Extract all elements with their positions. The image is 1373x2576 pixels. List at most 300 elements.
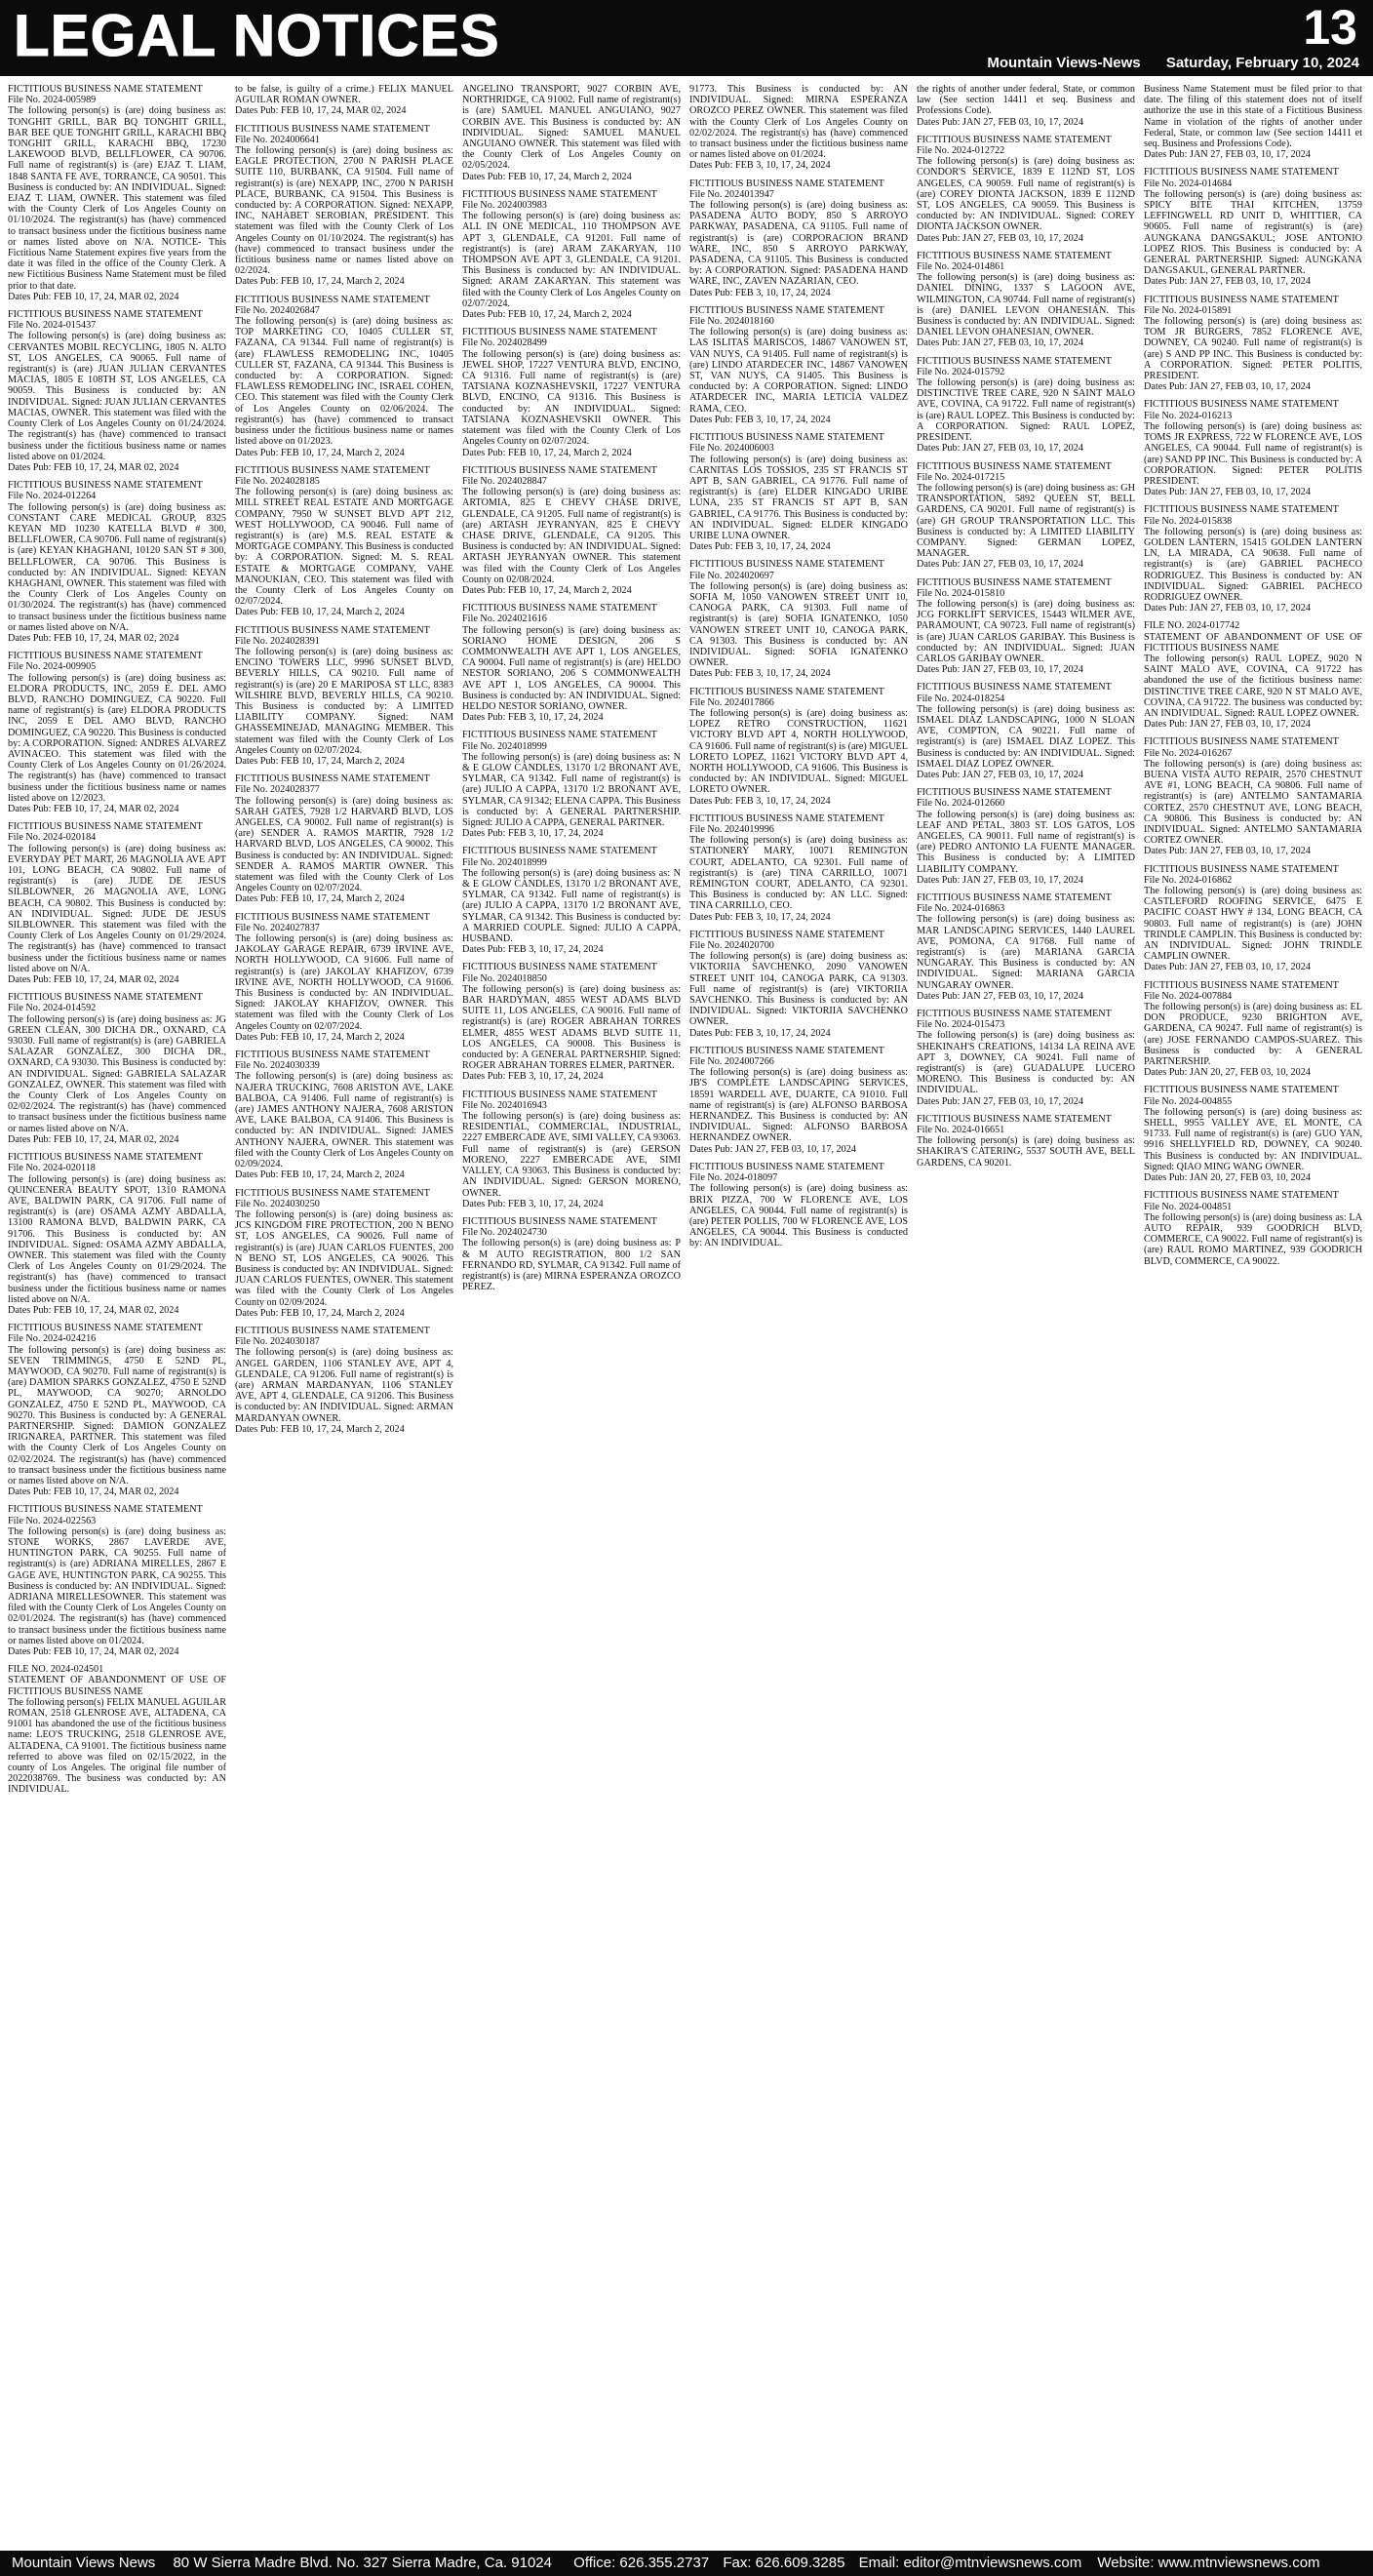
notice-pub-dates: Dates Pub: FEB 3, 10, 17, 24, 2024 bbox=[689, 287, 831, 298]
legal-notice bbox=[689, 1046, 908, 1155]
notice-title: FICTITIOUS BUSINESS NAME STATEMENT bbox=[1144, 167, 1339, 178]
notice-body: The following person(s) is (are) doing business as: JCS KINGDOM FIRE PROTECTION, 200 N BENO ST, LOS ANGELES, CA 90026. Full name of registrant(s) is (are) JUAN CARLOS FUENTES, 200 N BENO ST, LOS ANGELES, CA 90026. This Business is conducted by: AN INDIVIDUAL. Signed: JUAN CARLOS FUENTES, OWNER. This statement was filed with the County Clerk of Los Angeles County on 02/09/2024. bbox=[235, 1209, 453, 1308]
notice-file-number: File No. 2024-018254 bbox=[917, 693, 1005, 704]
notice-file-number: File No. 2024018160 bbox=[689, 316, 774, 328]
notice-file-number: File No. 2024017866 bbox=[689, 696, 774, 708]
notice-body: The following person(s) is (are) doing business as: JCG FORKLIFT SERVICES, 15443 WILMER AVE, PARAMOUNT, CA 90723. Full name of registrant(s) is (are) JUAN CARLOS GARIBAY. This Business is conducted by: AN INDIVIDUAL. Signed: JUAN CARLOS GARIBAY OWNER. bbox=[917, 598, 1135, 664]
legal-notice bbox=[462, 84, 681, 182]
legal-notice bbox=[917, 135, 1135, 244]
notice-pub-dates: Dates Pub: FEB 10, 17, 24, March 2, 2024 bbox=[235, 447, 405, 458]
legal-notice bbox=[235, 773, 453, 904]
notice-pub-dates: Dates Pub: FEB 10, 17, 24, MAR 02, 2024 bbox=[8, 1133, 179, 1145]
legal-notice bbox=[462, 962, 681, 1082]
notice-file-number: File No. 2024-012264 bbox=[8, 491, 97, 502]
legal-notice bbox=[462, 603, 681, 723]
notice-pub-dates: Dates Pub: FEB 10, 17, 24, MAR 02, 2024 bbox=[8, 1304, 179, 1316]
notice-title: FICTITIOUS BUSINESS NAME STATEMENT bbox=[917, 460, 1112, 472]
notice-file-number: File No. 2024028499 bbox=[462, 337, 547, 349]
notice-title: FICTITIOUS BUSINESS NAME STATEMENT bbox=[689, 812, 884, 824]
legal-notice bbox=[8, 651, 226, 814]
notice-body: to be false, is guilty of a crime.) FELIX MANUEL AGUILAR ROMAN OWNER. bbox=[235, 84, 453, 106]
notice-pub-dates: Dates Pub: FEB 3, 10, 17, 24, 2024 bbox=[462, 828, 604, 840]
notice-file-number: File No. 2024013947 bbox=[689, 188, 774, 200]
legal-notice bbox=[8, 992, 226, 1145]
notice-pub-dates: Dates Pub: JAN 27, FEB 03, 10, 17, 2024 bbox=[1144, 846, 1311, 857]
notice-file-number: File No. 2024-004855 bbox=[1144, 1095, 1233, 1107]
notice-title: FICTITIOUS BUSINESS NAME STATEMENT bbox=[462, 962, 657, 973]
notice-body: The following person(s) is (are) doing business as: CONSTANT CARE MEDICAL GROUP, 8325 KEYAN MD 10230 KATELLA BLVD # 300, BELLFLOWER, CA 90706. Full name of registrant(s) is (are) KEYAN KHAGHANI, 10120 SAN ST # 300, BELLFLOWER, CA 90706. This Business is conducted by: AN INDIVIDUAL. Signed: KEYAN KHAGHANI, OWNER. This statement was filed with the County Clerk of Los Angeles County on 01/30/2024. The registrant(s) has (have) commenced to transact business under the fictitious business name or names listed above on N/A. bbox=[8, 501, 226, 633]
legal-notice bbox=[235, 124, 453, 288]
legal-notice bbox=[235, 625, 453, 768]
notice-title: FICTITIOUS BUSINESS NAME STATEMENT bbox=[8, 1152, 203, 1164]
notice-body: The following person(s) is (are) doing business as: ENCINO TOWERS LLC, 9996 SUNSET BLVD, BEVERLY HILLS, CA 90210. Full name of registrant(s) is (are) 20 E MARIPOSA ST LLC, 8383 WILSHIRE BLVD, BEVERLY HILLS, CA 90210. This Business is conducted by: A LIMITED LIABILITY COMPANY. Signed: NAM GHASSEMINEJAD, MANAGING MEMBER. This statement was filed with the County Clerk of Los Angeles County on 02/07/2024. bbox=[235, 646, 453, 756]
notice-file-number: File No. 2024-014592 bbox=[8, 1003, 97, 1014]
notice-pub-dates: Dates Pub: FEB 3, 10, 17, 24, 2024 bbox=[689, 160, 831, 172]
notice-file-number: File No. 2024018850 bbox=[462, 972, 547, 984]
legal-notice bbox=[689, 178, 908, 298]
notice-title: FICTITIOUS BUSINESS NAME STATEMENT bbox=[8, 480, 203, 492]
notice-file-number: File No. 2024016943 bbox=[462, 1099, 547, 1111]
issue-date: Saturday, February 10, 2024 bbox=[1165, 55, 1359, 71]
notice-title: FICTITIOUS BUSINESS NAME STATEMENT bbox=[1144, 1190, 1339, 1202]
notice-pub-dates: Dates Pub: JAN 27, FEB 03, 10, 17, 2024 bbox=[917, 1095, 1083, 1107]
notice-title: FICTITIOUS BUSINESS NAME STATEMENT bbox=[462, 603, 657, 614]
notice-title: FICTITIOUS BUSINESS NAME STATEMENT bbox=[917, 892, 1112, 904]
notice-title: FICTITIOUS BUSINESS NAME STATEMENT bbox=[689, 432, 884, 444]
notice-body: The following person(s) is (are) doing business as: STONE WORKS, 2867 LAVERDE AVE, HUNTINGTON PARK, CA 90255. Full name of registrant(s) is (are) ADRIANA MIRELLES, 2867 E GAGE AVE, HUNTINGTON PARK, CA 90255. This Business is conducted by: AN INDIVIDUAL. Signed: ADRIANA MIRELLESOWNER. This statement was filed with the County Clerk of Los Angeles County on 02/01/2024. The registrant(s) has (have) commenced to transact business under the fictitious business name or names listed above on 01/2024. bbox=[8, 1526, 226, 1646]
notice-title: FICTITIOUS BUSINESS NAME STATEMENT bbox=[689, 304, 884, 316]
legal-notice bbox=[462, 846, 681, 955]
legal-notice bbox=[8, 1152, 226, 1316]
page-number: 13 bbox=[1303, 0, 1357, 55]
notice-body: The following person(s) is (are) doing business as: TOM JR BURGERS, 7852 FLORENCE AVE, DOWNEY, CA 90240. Full name of registrant(s) is (are) S AND PP INC. This Business is conducted by: A CORPORATION. Signed: PETER POLITIS, PRESIDENT. bbox=[1144, 316, 1362, 382]
notice-file-number: File No. 2024020697 bbox=[689, 570, 774, 581]
notice-title: FICTITIOUS BUSINESS NAME STATEMENT bbox=[235, 294, 430, 305]
notice-pub-dates: Dates Pub: JAN 27, FEB 03, 10, 17, 2024 bbox=[917, 116, 1083, 128]
notice-body: The following person(s) is (are) doing business as: TONGHIT GRILL, BAR BQ TONGHIT GRILL, BAR BEE QUE TONGHIT GRILL, KARACHI BBQ TONGHIT GRILL, KARACHI BBQ, 17230 LAKEWOOD BLVD, BELLFLOWER, CA 90706. Full name of registrant(s) is (are) EJAZ T. LIAM, 1848 SANTA FE AVE, TORRANCE, CA 90501. This Business is conducted by: AN INDIVIDUAL. Signed: EJAZ T. LIAM, OWNER. This statement was filed with the County Clerk of Los Angeles County on 01/10/2024. The registrant(s) has (have) commenced to transact business under the fictitious business name or names listed above on N/A. NOTICE- This Fictitious Name Statement expires five years from the date it was filed in the office of the County Clerk. A new Fictitious Business Name Statement must be filed prior to that date. bbox=[8, 105, 226, 292]
notice-body: The following person(s) is (are) doing business as: DANIEL DINING, 1337 S LAGOON AVE, WILMINGTON, CA 90744. Full name of registrant(s) is (are) DANIEL LEVON OHANESIAN. This Business is conducted by: AN INDIVIDUAL. Signed: DANIEL LEVON OHANESIAN, OWNER. bbox=[917, 272, 1135, 338]
notice-file-number: File No. 2024030187 bbox=[235, 1336, 320, 1348]
notice-pub-dates: Dates Pub: FEB 3, 10, 17, 24, 2024 bbox=[689, 911, 831, 923]
legal-notice bbox=[462, 465, 681, 596]
notice-body: The following person(s) is (are) doing business as: LEAF AND PETAL, 3803 ST. LOS GATOS, LOS ANGELES, CA 90011. Full name of registrant(s) is (are) PEDRO ANTONIO LA FUENTE MANAGER. This Business is conducted by: A LIMITED LIABILITY COMPANY. bbox=[917, 809, 1135, 875]
notice-body: Business Name Statement must be filed prior to that date. The filing of this statement does not of itself authorize the use in this state of a Fictitious Business Name in violation of the rights of another under Federal, State, or common law (See section 14411 et seq. Business and Professions Code). bbox=[1144, 84, 1362, 150]
notice-file-number: File No. 2024018999 bbox=[462, 856, 547, 868]
notice-body: The following person(s) is (are) doing business as: SHELL, 9955 VALLEY AVE, EL MONTE, CA 91733. Full name of registrant(s) is (are) GUO YAN, 9916 SHELLYFIELD RD, DOWNEY, CA 90240. This Business is conducted by: AN INDIVIDUAL. Signed: QIAO MING WANG OWNER. bbox=[1144, 1106, 1362, 1172]
legal-notice bbox=[689, 813, 908, 923]
notice-file-number: File No. 2024-015838 bbox=[1144, 515, 1233, 527]
notice-title: FICTITIOUS BUSINESS NAME STATEMENT bbox=[235, 1187, 430, 1199]
legal-notice bbox=[917, 1009, 1135, 1107]
notice-title: FICTITIOUS BUSINESS NAME STATEMENT bbox=[235, 464, 430, 476]
legal-notice bbox=[462, 1090, 681, 1209]
notice-pub-dates: Dates Pub: FEB 10, 17, 24, March 2, 2024 bbox=[235, 1423, 405, 1435]
notice-file-number: File No. 2024-015437 bbox=[8, 320, 97, 332]
notice-body: The following person(s) is (are) doing business as: EVERYDAY PET MART, 26 MAGNOLIA AVE APT 101, LONG BEACH, CA 90802. Full name of registrant(s) is (are) JUDE DE JESUS SILBLOWNER, 26 MAGNOLIA AVE, LONG BEACH, CA 90802. This Business is conducted by: AN INDIVIDUAL. Signed: JUDE DE JESUS SILBLOWNER. This statement was filed with the County Clerk of Los Angeles County on 01/29/2024. The registrant(s) has (have) commenced to transact business under the fictitious business name or names listed above on N/A. bbox=[8, 843, 226, 974]
legal-notice bbox=[689, 432, 908, 552]
notice-file-number: File No. 2024-016862 bbox=[1144, 874, 1233, 886]
notice-pub-dates: Dates Pub: FEB 10, 17, 24, March 2, 2024 bbox=[462, 309, 632, 321]
notice-pub-dates: Dates Pub: JAN 27, FEB 03, 10, 17, 2024 bbox=[1144, 719, 1311, 731]
footer-website[interactable]: Website: www.mtnviewsnews.com bbox=[1097, 2555, 1320, 2571]
notice-title: FICTITIOUS BUSINESS NAME STATEMENT bbox=[1144, 979, 1339, 991]
dateline bbox=[987, 55, 1359, 71]
notice-file-number: File No. 2024-004851 bbox=[1144, 1201, 1233, 1212]
notice-file-number: File No. 2024-014861 bbox=[917, 261, 1005, 273]
notice-body: The following person(s) is (are) doing business as: ALL IN ONE MEDICAL, 110 THOMPSON AVE APT 3, GLENDALE, CA 91201. Full name of registrant(s) is (are) ARAM ZAKARYAN, 110 THOMPSON AVE APT 3, GLENDALE, CA 91201. This Business is conducted by: AN INDIVIDUAL. Signed: ARAM ZAKARYAN. This statement was filed with the County Clerk of Los Angeles County on 02/07/2024. bbox=[462, 211, 681, 309]
legal-notice bbox=[235, 1050, 453, 1180]
notice-pub-dates: Dates Pub: FEB 10, 17, 24, MAR 02, 2024 bbox=[8, 804, 179, 814]
notice-title: FICTITIOUS BUSINESS NAME STATEMENT bbox=[462, 1215, 657, 1227]
notice-file-number: File No. 2024028185 bbox=[235, 475, 320, 487]
notice-body: The following person(s) is (are) doing business as: CONDOR'S SERVICE, 1839 E 112ND ST, LOS ANGELES, CA 90059. Full name of registrant(s) is (are) COREY DIONTA JACKSON, 1839 E 112ND ST, LOS ANGELES, CA 90059. This Business is conducted by: AN INDIVIDUAL. Signed: COREY DIONTA JACKSON OWNER. bbox=[917, 156, 1135, 233]
legal-notice bbox=[1144, 167, 1362, 287]
notice-title: FICTITIOUS BUSINESS NAME STATEMENT bbox=[917, 787, 1112, 799]
notice-title: FICTITIOUS BUSINESS NAME STATEMENT bbox=[8, 309, 203, 321]
notice-body: The following person(s) is (are) doing business as: MILL STREET REAL ESTATE AND MORTGAGE COMPANY, 7950 W SUNSET BLVD APT 212, WEST HOLLYWOOD, CA 90046. Full name of registrant(s) is (are) M.S. REAL ESTATE & MORTGAGE COMPANY. This Business is conducted by: A CORPORATION. Signed: M. S. REAL ESTATE & MORTGAGE COMPANY, VAHE MANOUKIAN, CEO. This statement was filed with the County Clerk of Los Angeles County on 02/07/2024. bbox=[235, 487, 453, 608]
notice-pub-dates: Dates Pub: JAN 27, FEB 03, 10, 17, 2024 bbox=[917, 664, 1083, 676]
notice-body: The following person(s) is (are) doing business as: N & E GLOW CANDLES, 13170 1/2 BRONANT AVE, SYLMAR, CA 91342. Full name of registrant(s) is (are) JULIO A CAPPA, 13170 1/2 BRONANT AVE, SYLMAR, CA 91342; ELENA CAPPA. This Business is conducted by: A GENERAL PARTNERSHIP. Signed: JULIO A CAPPA, GENERAL PARTNER. bbox=[462, 751, 681, 828]
notice-file-number: File No. 2024028847 bbox=[462, 475, 547, 487]
notice-body: The following person(s) is (are) doing business as: BUENA VISTA AUTO REPAIR, 2570 CHESTNUT AVE #1, LONG BEACH, CA 90806. Full name of registrant(s) is (are) ANTELMO SANTAMARIA CORTEZ, 2570 CHESTNUT AVE, LONG BEACH, CA 90806. This Business is conducted by: AN INDIVIDUAL. Signed: ANTELMO SANTAMARIA CORTEZ OWNER. bbox=[1144, 758, 1362, 847]
notice-title: FICTITIOUS BUSINESS NAME STATEMENT bbox=[235, 123, 430, 135]
notice-body: The following person(s) is (are) doing business as: CARNITAS LOS TOSSIOS, 235 ST FRANCIS ST APT B, SAN GABRIEL, CA 91776. Full name of registrant(s) is (are) ELDER KINGADO URIBE LUNA, 235 ST FRANCIS ST APT B, SAN GABRIEL, CA 91776. This Business is conducted by: AN INDIVIDUAL. Signed: ELDER KINGADO URIBE LUNA OWNER. bbox=[689, 454, 908, 541]
notice-pub-dates: Dates Pub: FEB 3, 10, 17, 24, 2024 bbox=[689, 414, 831, 425]
notice-pub-dates: Dates Pub: FEB 10, 17, 24, March 2, 2024 bbox=[462, 447, 632, 458]
notice-file-number: File No. 2024-016267 bbox=[1144, 747, 1233, 759]
notice-title: FICTITIOUS BUSINESS NAME STATEMENT bbox=[8, 1323, 203, 1334]
notice-body: The following person(s) is (are) doing business as: VIKTORIIA SAVCHENKO, 2090 VANOWEN STREET UNIT 104, CANOGA PARK, CA 91303. Full name of registrant(s) is (are) VIKTORIIA SAVCHENKO. This Business is conducted by: AN INDIVIDUAL. Signed: VIKTORIIA SAVCHENKO OWNER. bbox=[689, 951, 908, 1028]
legal-notice bbox=[8, 1504, 226, 1657]
notice-file-number: File No. 2024003983 bbox=[462, 200, 547, 212]
notice-title: FICTITIOUS BUSINESS NAME STATEMENT bbox=[917, 134, 1112, 145]
notice-body: The following person(s) is (are) doing business as: LAS ISLITAS MARISCOS, 14867 VANOWEN ST, VAN NUYS, CA 91405. Full name of registrant(s) is (are) LINDO ATARDECER INC, 14867 VANOWEN ST, VAN NUYS, CA 91405. This Business is conducted by: A CORPORATION. Signed: LINDO ATARDECER INC, MARIA LETICIA VALDEZ RAMA, CEO. bbox=[689, 327, 908, 415]
notice-file-number: File No. 2024-016213 bbox=[1144, 410, 1233, 421]
notice-pub-dates: Dates Pub: JAN 20, 27, FEB 03, 10, 2024 bbox=[1144, 1172, 1311, 1184]
notice-title: FICTITIOUS BUSINESS NAME STATEMENT bbox=[462, 846, 657, 857]
legal-notice bbox=[917, 84, 1135, 128]
notice-file-number: File No. 2024-015810 bbox=[917, 587, 1005, 599]
notice-pub-dates: Dates Pub: FEB 10, 17, 24, March 2, 2024 bbox=[235, 276, 405, 288]
notice-title: FILE NO. 2024-024501 bbox=[8, 1664, 104, 1676]
notice-pub-dates: Dates Pub: JAN 27, FEB 03, 10, 17, 2024 bbox=[917, 232, 1083, 244]
notice-pub-dates: Dates Pub: FEB 3, 10, 17, 24, 2024 bbox=[689, 668, 831, 680]
legal-notice bbox=[235, 1188, 453, 1319]
column-1 bbox=[8, 84, 226, 2542]
legal-notice bbox=[8, 480, 226, 644]
notice-columns bbox=[8, 84, 1365, 2542]
notice-file-number: File No. 2024-015792 bbox=[917, 366, 1005, 377]
notice-body: The following person(s) is (are) doing business as: QUINCENERA BEAUTY SPOT, 1310 RAMONA AVE, BALDWIN PARK, CA 91706. Full name of registrant(s) is (are) OSAMA AZMY ABDALLA, 13100 RAMONA BLVD, BALDWIN PARK, CA 91706. This Business is conducted by: AN INDIVIDUAL. Signed: OSAMA AZMY ABDALLA, OWNER. This statement was filed with the County Clerk of Los Angeles County on 01/29/2024. The registrant(s) has (have) commenced to transact business under the fictitious business name or names listed above on N/A. bbox=[8, 1173, 226, 1305]
notice-body: The following person(s) is (are) doing business as: JG GREEN CLEAN, 300 DICHA DR., OXNARD, CA 93030. Full name of registrant(s) is (are) GABRIELA SALAZAR GONZALEZ, 300 DICHA DR., OXNARD, CA 93030. This Business is conducted by: AN INDIVIDUAL. Signed: GABRIELA SALAZAR GONZALEZ, OWNER. This statement was filed with the County Clerk of Los Angeles County on 02/02/2024. The registrant(s) has (have) commenced to transact business under the fictitious business name or names listed above on N/A. bbox=[8, 1013, 226, 1134]
legal-notice bbox=[689, 305, 908, 425]
legal-notice bbox=[235, 84, 453, 117]
notice-body: The following person(s) is (are) doing business as: PASADENA AUTO BODY, 850 S ARROYO PARKWAY, PASADENA, CA 91105. Full name of registrant(s) is (are) CORPORACION BRAND WARE, INC, 850 S ARROYO PARKWAY, PASADENA, CA 91105. This Business is conducted by: A CORPORATION. Signed: PASADENA HAND WARE, INC, ZAVEN NAZARIAN, CEO. bbox=[689, 200, 908, 288]
notice-body: The following person(s) is (are) doing business as: EAGLE PROTECTION, 2700 N PARISH PLACE SUITE 110, BURBANK, CA 91504. Full name of registrant(s) is (are) NEXAPP, INC, 2700 N PARISH PLACE, BURBANK, CA 91504. This Business is conducted by: A CORPORATION. Signed: NEXAPP, INC, NAHABET SEROBIAN, PRESIDENT. This statement was filed with the County Clerk of Los Angeles County on 01/10/2024. The registrant(s) has (have) commenced to transact business under the fictitious business name or names listed above on 02/2024. bbox=[235, 145, 453, 277]
notice-title: FICTITIOUS BUSINESS NAME STATEMENT bbox=[1144, 294, 1339, 305]
notice-pub-dates: Dates Pub: JAN 27, FEB 03, 10, 17, 2024 bbox=[917, 559, 1083, 571]
footer-phone: Office: 626.355.2737 bbox=[573, 2555, 710, 2571]
legal-notice bbox=[462, 189, 681, 320]
legal-notice bbox=[1144, 1085, 1362, 1183]
notice-title: FICTITIOUS BUSINESS NAME STATEMENT bbox=[1144, 399, 1339, 411]
notice-pub-dates: Dates Pub: FEB 3, 10, 17, 24, 2024 bbox=[689, 541, 831, 553]
legal-notice bbox=[235, 465, 453, 618]
legal-notice bbox=[1144, 399, 1362, 497]
legal-notice bbox=[917, 892, 1135, 1002]
notice-title: FICTITIOUS BUSINESS NAME STATEMENT bbox=[462, 730, 657, 741]
legal-notice bbox=[1144, 736, 1362, 856]
legal-notice bbox=[462, 327, 681, 457]
notice-pub-dates: Dates Pub: JAN 27, FEB 03, 10, 17, 2024 bbox=[1144, 962, 1311, 973]
notice-title: FICTITIOUS BUSINESS NAME STATEMENT bbox=[462, 1089, 657, 1100]
notice-file-number: File No. 2024-014684 bbox=[1144, 178, 1233, 189]
notice-pub-dates: Dates Pub: FEB 3, 10, 17, 24, 2024 bbox=[462, 712, 604, 724]
notice-file-number: File No. 2024020700 bbox=[689, 940, 774, 952]
notice-title: FICTITIOUS BUSINESS NAME STATEMENT bbox=[8, 1504, 203, 1516]
legal-notice bbox=[689, 84, 908, 172]
notice-file-number: File No. 2024-015891 bbox=[1144, 304, 1233, 316]
legal-notice bbox=[1144, 864, 1362, 973]
notice-body: The following person(s) is (are) doing business as: SEVEN TRIMMINGS, 4750 E 52ND PL, MAYWOOD, CA 90270. Full name of registrant(s) is (are) DAMION SPARKS GONZALEZ, 4750 E 52ND PL, MAYWOOD, CA 90270; ARNOLDO GONZALEZ, 4750 E 52ND PL, MAYWOOD, CA 90270. This Business is conducted by: A GENERAL PARTNERSHIP. Signed: DAMION GONZALEZ IRIGNAREA, PARTNER. This statement was filed with the County Clerk of Los Angeles County on 02/02/2024. The registrant(s) has (have) commenced to transact business under the fictitious business name or names listed above on N/A. bbox=[8, 1344, 226, 1486]
notice-title: FICTITIOUS BUSINESS NAME STATEMENT bbox=[8, 992, 203, 1004]
notice-pub-dates: Dates Pub: JAN 27, FEB 03, 10, 17, 2024 bbox=[1144, 381, 1311, 393]
notice-title: FICTITIOUS BUSINESS NAME STATEMENT bbox=[1144, 863, 1339, 875]
notice-file-number: File No. 2024030339 bbox=[235, 1060, 320, 1072]
notice-file-number: File No. 2024-020118 bbox=[8, 1163, 96, 1174]
notice-file-number: File No. 2024027837 bbox=[235, 922, 320, 933]
notice-title: FICTITIOUS BUSINESS NAME STATEMENT bbox=[235, 773, 430, 785]
notice-file-number: File No. 2024-007884 bbox=[1144, 990, 1233, 1002]
notice-file-number: File No. 2024-022563 bbox=[8, 1515, 97, 1526]
footer-fax: Fax: 626.609.3285 bbox=[723, 2555, 845, 2571]
notice-pub-dates: Dates Pub: FEB 3, 10, 17, 24, 2024 bbox=[462, 944, 604, 956]
legal-notice bbox=[8, 1664, 226, 1795]
notice-body: The following person(s) is (are) doing business as: BAR HARDYMAN, 4855 WEST ADAMS BLVD SUITE 11, LOS ANGELES, CA 90016. Full name of registrant(s) is (are) ROGER ABRAHAN TORRES ELMER, 4855 WEST ADAMS BLVD SUITE 11, LOS ANGELES, CA 90008. This Business is conducted by: A GENERAL PARTNERSHIP. Signed: ROGER ABRAHAN TORRES ELMER, PARTNER. bbox=[462, 983, 681, 1072]
notice-pub-dates: Dates Pub: FEB 10, 17, 24, MAR 02, 2024 bbox=[8, 632, 179, 644]
notice-pub-dates: Dates Pub: FEB 10, 17, 24, March 2, 2024 bbox=[462, 171, 632, 182]
notice-body: The following person(s) is (are) doing business as: EL DON PRODUCE, 9230 BRIGHTON AVE, GARDENA, CA 90247. Full name of registrant(s) is (are) JOSE FERNANDO CAMPOS-SUAREZ. This Business is conducted by: A GENERAL PARTNERSHIP. bbox=[1144, 1002, 1362, 1068]
notice-pub-dates: Dates Pub: FEB 3, 10, 17, 24, 2024 bbox=[689, 795, 831, 807]
notice-body: The following person(s) is (are) doing business as: ELDORA PRODUCTS, INC, 2059 E. DEL AMO BLVD, RANCHO DOMINGUEZ, CA 90220. Full name of registrant(s) is (are) ELDORA PRODUCTS INC, 2059 E DEL AMO BLVD, RANCHO DOMINGUEZ, CA 90220. This Business is conducted by: A CORPORATION. Signed: ANDRES ALVAREZ AVINACEO. This statement was filed with the County Clerk of Los Angeles County on 01/26/2024. The registrant(s) has (have) commenced to transact business under the fictitious business name or names listed above on 12/2023. bbox=[8, 672, 226, 804]
footer-paper-name: Mountain Views News bbox=[12, 2555, 156, 2571]
legal-notice bbox=[917, 251, 1135, 349]
notice-body: the rights of another under federal, State, or common law (See section 14411 et seq. Business and Professions Code). bbox=[917, 84, 1135, 117]
legal-notice bbox=[1144, 504, 1362, 614]
notice-pub-dates: Dates Pub: JAN 27, FEB 03, 10, 17, 2024 bbox=[917, 443, 1083, 455]
notice-pub-dates: Dates Pub: JAN 20, 27, FEB 03, 10, 2024 bbox=[1144, 1067, 1311, 1079]
notice-pub-dates: Dates Pub: JAN 27, FEB 03, 10, 17, 2024 bbox=[1144, 149, 1311, 161]
notice-body: ANGELINO TRANSPORT, 9027 CORBIN AVE, NORTHRIDGE, CA 91002. Full name of registrant(s) is (are) SAMUEL MANUEL ANGUIANO, 9027 CORBIN AVE. This Business is conducted by: AN INDIVIDUAL. Signed: SAMUEL MANUEL ANGUIANO OWNER. This statement was filed with the County Clerk of Los Angeles County on 02/05/2024. bbox=[462, 84, 681, 172]
legal-notice bbox=[8, 84, 226, 302]
notice-file-number: File No. 2024-009905 bbox=[8, 661, 97, 673]
notice-body: The following person(s) is (are) doing business as: CASTLEFORD ROOFING SERVICE, 6475 E PACIFIC COAST HWY # 134, LONG BEACH, CA 90803. Full name of registrant(s) is (are) JOHN TRINDLE CAMPLIN. This Business is conducted by: AN INDIVIDUAL. Signed: JOHN TRINDLE CAMPLIN OWNER. bbox=[1144, 886, 1362, 963]
legal-notice bbox=[462, 1216, 681, 1292]
notice-title: FICTITIOUS BUSINESS NAME STATEMENT bbox=[917, 1113, 1112, 1125]
masthead bbox=[0, 0, 1373, 76]
legal-notice bbox=[689, 559, 908, 679]
notice-body: The following person(s) is (are) doing business as: SOFIA M, 1050 VANOWEN STREET UNIT 10, CANOGA PARK, CA 91303. Full name of registrant(s) is (are) SOFIA IGNATENKO, 1050 VANOWEN STREET UNIT 10, CANOGA PARK, CA 91303. This Business is conducted by: AN INDIVIDUAL. Signed: SOFIA IGNATENKO OWNER. bbox=[689, 580, 908, 669]
notice-title: FICTITIOUS BUSINESS NAME STATEMENT bbox=[8, 84, 203, 95]
column-4 bbox=[689, 84, 908, 2542]
notice-pub-dates: Dates Pub: JAN 27, FEB 03, 10, 17, 2024 bbox=[917, 874, 1083, 886]
notice-file-number: File No. 2024-024216 bbox=[8, 1333, 97, 1345]
legal-notice bbox=[8, 821, 226, 985]
legal-notice bbox=[1144, 295, 1362, 393]
notice-body: The following person(s) is (are) doing business as: JEWEL SHOP, 17227 VENTURA BLVD, ENCINO, CA 91316. Full name of registrant(s) is (are) TATSIANA KOZNASHEVSKII, 17227 VENTURA BLVD, ENCINO, CA 91316. This Business is conducted by: AN INDIVIDUAL. Signed: TATSIANA KOZNASHEVSKII OWNER. This statement was filed with the County Clerk of Los Angeles County on 02/07/2024. bbox=[462, 348, 681, 448]
notice-title: FICTITIOUS BUSINESS NAME STATEMENT bbox=[917, 355, 1112, 367]
notice-pub-dates: Dates Pub: FEB 10, 17, 24, March 2, 2024 bbox=[235, 1307, 405, 1319]
notice-body: The following person(s) is (are) doing business as: ANGEL GARDEN, 1106 STANLEY AVE, APT 4, GLENDALE, CA 91206. Full name of registrant(s) is (are) ARMAN MARDANYAN, 1106 STANLEY AVE, APT 4, GLENDALE, CA 91206. This Business is conducted by: AN INDIVIDUAL. Signed: ARMAN MARDANYAN OWNER. bbox=[235, 1347, 453, 1424]
section-title: LEGAL NOTICES bbox=[14, 3, 500, 68]
notice-title: FICTITIOUS BUSINESS NAME STATEMENT bbox=[235, 624, 430, 636]
legal-notice bbox=[689, 687, 908, 807]
notice-body: The following person(s) is (are) doing business as: ARTOMIA, 825 E CHEVY CHASE DRIVE, GLENDALE, CA 91205. Full name of registrant(s) is (are) ARTASH JEYRANYAN, 825 E CHEVY CHASE DRIVE, GLENDALE, CA 91205. This Business is conducted by: AN INDIVIDUAL. Signed: ARTASH JEYRANYAN OWNER. This statement was filed with the County Clerk of Los Angeles County on 02/08/2024. bbox=[462, 487, 681, 585]
notice-pub-dates: Dates Pub: FEB 10, 17, 24, MAR 02, 2024 bbox=[8, 1486, 179, 1498]
notice-title: FICTITIOUS BUSINESS NAME STATEMENT bbox=[1144, 1085, 1339, 1096]
notice-file-number: File No. 2024-016651 bbox=[917, 1125, 1005, 1136]
notice-pub-dates: Dates Pub: FEB 10, 17, 24, March 2, 2024 bbox=[462, 584, 632, 596]
legal-notice bbox=[235, 295, 453, 458]
notice-file-number: File No. 2024028391 bbox=[235, 635, 320, 647]
legal-notice bbox=[917, 461, 1135, 571]
legal-notice bbox=[689, 1162, 908, 1249]
notice-body: The following person(s) is (are) doing business as: RESIDENTIAL, COMMERCIAL, INDUSTRIAL, 2227 EMBERCADE AVE, SIMI VALLEY, CA 93063. Full name of registrant(s) is (are) GERSON MORENO, 2227 EMBERCADE AVE, SIMI VALLEY, CA 93063. This Business is conducted by: AN INDIVIDUAL. Signed: GERSON MORENO, OWNER. bbox=[462, 1111, 681, 1199]
notice-body: The following person(s) is (are) doing business as: SHEKINAH'S CREATIONS, 14134 LA REINA AVE APT 3, DOWNEY, CA 90241. Full name of registrant(s) is (are) GUADALUPE LUCERO MORENO. This Business is conducted by: AN INDIVIDUAL. bbox=[917, 1030, 1135, 1096]
legal-notice bbox=[462, 730, 681, 839]
notice-pub-dates: Dates Pub: JAN 27, FEB 03, 10, 17, 2024 bbox=[1144, 603, 1311, 614]
notice-pub-dates: Dates Pub: FEB 10, 17, 24, MAR 02, 2024 bbox=[235, 105, 407, 117]
notice-pub-dates: Dates Pub: JAN 27, FEB 03, 10, 17, 2024 bbox=[689, 1143, 856, 1155]
notice-title: FICTITIOUS BUSINESS NAME STATEMENT bbox=[917, 576, 1112, 588]
notice-title: FICTITIOUS BUSINESS NAME STATEMENT bbox=[235, 1325, 430, 1336]
notice-body: The following person(s) is (are) doing business as: GOLDEN LANTERN, 15415 GOLDEN LANTERN LN, LA MIRADA, CA 90638. Full name of registrant(s) is (are) GABRIEL PACHECO RODRIGUEZ. This Business is conducted by: AN INDIVIDUAL. Signed: GABRIEL PACHECO RODRIGUEZ OWNER. bbox=[1144, 526, 1362, 603]
notice-file-number: File No. 2024-005989 bbox=[8, 95, 97, 106]
notice-body: The following person(s) is (are) doing business as: JAKOLAY GARAGE REPAIR, 6739 IRVINE AVE, NORTH HOLLYWOOD, CA 91606. Full name of registrant(s) is (are) JAKOLAY KHAFIZOV, 6739 IRVINE AVE, NORTH HOLLYWOOD, CA 91606. This Business is conducted by: AN INDIVIDUAL. Signed: JAKOLAY KHAFIZOV, OWNER. This statement was filed with the County Clerk of Los Angeles County on 02/07/2024. bbox=[235, 933, 453, 1032]
footer-email[interactable]: Email: editor@mtnviewsnews.com bbox=[858, 2555, 1082, 2571]
notice-body: The following person(s) is (are) doing business as: GH TRANSPORTATION, 5892 QUEEN ST, BELL GARDENS, CA 90201. Full name of registrant(s) is (are) GH GROUP TRANSPORTATION LLC. This Business is conducted by: A LIMITED LIABILITY COMPANY. Signed: GERMAN LOPEZ, MANAGER. bbox=[917, 482, 1135, 560]
notice-title: FICTITIOUS BUSINESS NAME STATEMENT bbox=[917, 682, 1112, 694]
notice-body: 91773. This Business is conducted by: AN INDIVIDUAL. Signed: MIRNA ESPERANZA OROZCO PEREZ OWNER. This statement was filed with the County Clerk of Los Angeles County on 02/02/2024. The registrant(s) has (have) commenced to transact business under the fictitious business name or names listed above on 01/2024. bbox=[689, 84, 908, 161]
notice-file-number: File No. 2024007266 bbox=[689, 1056, 774, 1068]
notice-pub-dates: Dates Pub: FEB 10, 17, 24, March 2, 2024 bbox=[235, 607, 405, 618]
notice-file-number: File No. 2024024730 bbox=[462, 1227, 547, 1239]
legal-notice bbox=[917, 787, 1135, 886]
notice-pub-dates: Dates Pub: JAN 27, FEB 03, 10, 17, 2024 bbox=[917, 769, 1083, 780]
column-5 bbox=[917, 84, 1135, 2542]
notice-file-number: File No. 2024-016863 bbox=[917, 903, 1005, 915]
notice-file-number: File No. 2024030250 bbox=[235, 1198, 320, 1209]
legal-notice bbox=[917, 356, 1135, 455]
legal-notice bbox=[917, 1114, 1135, 1169]
notice-title: FICTITIOUS BUSINESS NAME STATEMENT bbox=[8, 821, 203, 833]
notice-pub-dates: Dates Pub: FEB 3, 10, 17, 24, 2024 bbox=[462, 1071, 604, 1083]
notice-title: FICTITIOUS BUSINESS NAME STATEMENT bbox=[689, 686, 884, 697]
notice-body: The following person(s) RAUL LOPEZ, 9020 N SAINT MALO AVE, COVINA, CA 91722 has abandoned the use of the fictitious business name: DISTINCTIVE TREE CARE, 920 N ST MALO AVE, COVINA, CA 91722. The business was conducted by: AN INDIVIDUAL. Signed: RAUL LOPEZ OWNER. bbox=[1144, 653, 1362, 719]
legal-notice bbox=[1144, 84, 1362, 160]
notice-file-number: File No. 2024028377 bbox=[235, 784, 320, 796]
notice-title: FICTITIOUS BUSINESS NAME STATEMENT bbox=[8, 651, 203, 662]
notice-title: FICTITIOUS BUSINESS NAME STATEMENT bbox=[917, 1009, 1112, 1020]
notice-body: The following person(s) is (are) doing business as: NAJERA TRUCKING, 7608 ARISTON AVE, LAKE BALBOA, CA 91406. Full name of registrant(s) is (are) JAMES ANTHONY NAJERA, 7608 ARISTON AVE, LAKE BALBOA, CA 91406. This Business is conducted by: AN INDIVIDUAL. Signed: JAMES ANTHONY NAJERA, OWNER. This statement was filed with the County Clerk of Los Angeles County on 02/09/2024. bbox=[235, 1071, 453, 1170]
notice-pub-dates: Dates Pub: JAN 27, FEB 03, 10, 17, 2024 bbox=[1144, 276, 1311, 288]
notice-file-number: File No. 2024019996 bbox=[689, 824, 774, 835]
legal-notice bbox=[235, 912, 453, 1043]
notice-title: FILE NO. 2024-017742 bbox=[1144, 620, 1240, 632]
column-2 bbox=[235, 84, 453, 2542]
notice-body: The following person(s) is (are) doing business as: MAR LANDSCAPING SERVICES, 1440 LAUREL AVE, POMONA, CA 91768. Full name of registrant(s) is (are) MARIANA GARCIA NUNGARAY. This Business is conducted by: AN INDIVIDUAL. Signed: MARIANA GARCIA NUNGARAY OWNER. bbox=[917, 914, 1135, 991]
notice-body: The following person(s) is (are) doing business as: P & M AUTO REGISTRATION, 800 1/2 SAN FERNANDO RD, SYLMAR, CA 91342. Full name of registrant(s) is (are) MIRNA ESPERANZA OROZCO PEREZ. bbox=[462, 1238, 681, 1293]
notice-title: FICTITIOUS BUSINESS NAME STATEMENT bbox=[1144, 736, 1339, 748]
notice-body: The following person(s) is (are) doing business as: STATIONERY MARY, 10071 REMINGTON COURT, ADELANTO, CA 92301. Full name of registrant(s) is (are) TINA CARRILLO, 10071 REMINGTON COURT, ADELANTO, CA 92301. This Business is conducted by: AN LLC. Signed: TINA CARRILLO, CEO. bbox=[689, 835, 908, 912]
legal-notice bbox=[1144, 980, 1362, 1079]
notice-title: FICTITIOUS BUSINESS NAME STATEMENT bbox=[917, 250, 1112, 261]
legal-notice bbox=[1144, 1190, 1362, 1266]
notice-file-number: File No. 2024006641 bbox=[235, 134, 320, 145]
notice-title: FICTITIOUS BUSINESS NAME STATEMENT bbox=[689, 1045, 884, 1056]
notice-title: FICTITIOUS BUSINESS NAME STATEMENT bbox=[689, 178, 884, 189]
notice-file-number: File No. 2024006003 bbox=[689, 443, 774, 455]
notice-pub-dates: Dates Pub: FEB 3, 10, 17, 24, 2024 bbox=[462, 1198, 604, 1209]
notice-pub-dates: Dates Pub: JAN 27, FEB 03, 10, 17, 2024 bbox=[917, 990, 1083, 1002]
notice-title: FICTITIOUS BUSINESS NAME STATEMENT bbox=[1144, 504, 1339, 516]
notice-file-number: File No. 2024-015473 bbox=[917, 1019, 1005, 1031]
legal-notice bbox=[1144, 620, 1362, 730]
notice-file-number: File No. 2024021616 bbox=[462, 614, 547, 625]
notice-body: The following person(s) is (are) doing business as: SHAKIRA'S CATERING, 5537 SOUTH AVE, BELL GARDENS, CA 90201. bbox=[917, 1135, 1135, 1169]
notice-pub-dates: Dates Pub: FEB 10, 17, 24, MAR 02, 2024 bbox=[8, 1646, 179, 1658]
legal-notice bbox=[8, 309, 226, 473]
column-3 bbox=[462, 84, 681, 2542]
notice-body: The following person(s) is (are) doing business as: BRIX PIZZA, 700 W FLORENCE AVE, LOS ANGELES, CA 90044. Full name of registrant(s) is (are) PETER POLLIS, 700 W FLORENCE AVE, LOS ANGELES, CA 90044. This Business is conducted by: AN INDIVIDUAL. bbox=[689, 1183, 908, 1249]
notice-title: FICTITIOUS BUSINESS NAME STATEMENT bbox=[235, 911, 430, 923]
notice-file-number: File No. 2024-020184 bbox=[8, 832, 97, 844]
notice-body: The following person(s) is (are) doing business as: TOMS JR EXPRESS, 722 W FLORENCE AVE, LOS ANGELES, CA 90044. Full name of registrant(s) is (are) SAND PP INC. This Business is conducted by: A CORPORATION. Signed: PETER POLITIS PRESIDENT. bbox=[1144, 420, 1362, 487]
notice-file-number: File No. 2024-017215 bbox=[917, 471, 1005, 483]
legal-notice bbox=[917, 682, 1135, 780]
notice-body: The following person(s) is (are) doing business as: SORIANO HOME DESIGN, 206 S COMMONWEALTH AVE APT 1, LOS ANGELES, CA 90004. Full name of registrant(s) is (are) HELDO NESTOR SORIANO, 206 S COMMONWEALTH AVE APT 1, LOS ANGELES, CA 90004. This Business is conducted by: AN INDIVIDUAL. Signed: HELDO NESTOR SORIANO, OWNER. bbox=[462, 624, 681, 712]
notice-body: The following person(s) is (are) doing business as: SARAH GATES, 7928 1/2 HARVARD BLVD, LOS ANGELES, CA 90002. Full name of registrant(s) is (are) SENDER A. RAMOS MARTIR, 7928 1/2 HARVARD BLVD, LOS ANGELES, CA 90002. This Business is conducted by: AN INDIVIDUAL. Signed: SENDER A. RAMOS MARTIR OWNER. This statement was filed with the County Clerk of Los Angeles County on 02/07/2024. bbox=[235, 795, 453, 894]
footer-bar bbox=[0, 2551, 1373, 2576]
notice-title: FICTITIOUS BUSINESS NAME STATEMENT bbox=[462, 188, 657, 200]
notice-body: The following person(s) is (are) doing business as: LOPEZ RETRO CONSTRUCTION, 11621 VICTORY BLVD APT 4, NORTH HOLLYWOOD, CA 91606. Full name of registrant(s) is (are) MIGUEL LORETO LOPEZ, 11621 VICTORY BLVD APT 4, NORTH HOLLYWOOD, CA 91606. This Business is conducted by: AN INDIVIDUAL. Signed: MIGUEL LORETO OWNER. bbox=[689, 707, 908, 796]
notice-title: FICTITIOUS BUSINESS NAME STATEMENT bbox=[689, 559, 884, 571]
notice-pub-dates: Dates Pub: FEB 3, 10, 17, 24, 2024 bbox=[689, 1027, 831, 1039]
notice-body: The following person(s) is (are) doing business as: N & E GLOW CANDLES, 13170 1/2 BRONANT AVE, SYLMAR, CA 91342. Full name of registrant(s) is (are) JULIO A CAPPA, 13170 1/2 BRONANT AVE, SYLMAR, CA 91342. This Business is conducted by: A MARRIED COUPLE. Signed: JULIO A CAPPA, HUSBAND. bbox=[462, 867, 681, 945]
notice-body: The following person(s) is (are) doing business as: DISTINCTIVE TREE CARE, 920 N SAINT MALO AVE, COVINA, CA 91722. Full name of registrant(s) is (are) RAUL LOPEZ. This Business is conducted by: A CORPORATION. Signed: RAUL LOPEZ, PRESIDENT. bbox=[917, 377, 1135, 444]
notice-body: The following person(s) is (are) doing business as: CERVANTES MOBIL RECYCLING, 1805 N. ALTO ST, LOS ANGELES, CA 90065. Full name of registrant(s) is (are) JUAN JULIAN CERVANTES MACIAS, 1805 E 108TH ST, LOS ANGELES, CA 90059. This Business is conducted by: AN INDIVIDUAL. Signed: JUAN JULIAN CERVANTES MACIAS, OWNER. This statement was filed with the County Clerk of Los Angeles County on 01/24/2024. The registrant(s) has (have) commenced to transact business under the fictitious business name or names listed above on 01/2024. bbox=[8, 331, 226, 462]
notice-title: FICTITIOUS BUSINESS NAME STATEMENT bbox=[689, 929, 884, 940]
notice-title: FICTITIOUS BUSINESS NAME STATEMENT bbox=[462, 327, 657, 338]
notice-pub-dates: Dates Pub: JAN 27, FEB 03, 10, 17, 2024 bbox=[1144, 487, 1311, 498]
notice-pub-dates: Dates Pub: JAN 27, FEB 03, 10, 17, 2024 bbox=[917, 337, 1083, 349]
notice-title: FICTITIOUS BUSINESS NAME STATEMENT bbox=[235, 1050, 430, 1061]
legal-notice bbox=[235, 1326, 453, 1435]
column-6 bbox=[1144, 84, 1362, 2542]
paper-name: Mountain Views-News bbox=[987, 55, 1141, 71]
notice-file-number: File No. 2024-018097 bbox=[689, 1172, 778, 1184]
notice-pub-dates: Dates Pub: FEB 10, 17, 24, MAR 02, 2024 bbox=[8, 291, 179, 302]
notice-file-number: File No. 2024-012722 bbox=[917, 145, 1005, 157]
notice-file-number: File No. 2024018999 bbox=[462, 740, 547, 752]
notice-pub-dates: Dates Pub: FEB 10, 17, 24, MAR 02, 2024 bbox=[8, 461, 179, 473]
notice-title: FICTITIOUS BUSINESS NAME STATEMENT bbox=[462, 464, 657, 476]
notice-pub-dates: Dates Pub: FEB 10, 17, 24, March 2, 2024 bbox=[235, 1169, 405, 1181]
notice-body: The following person(s) is (are) doing business as: ISMAEL DIAZ LANDSCAPING, 1000 N SLOAN AVE, COMPTON, CA 90221. Full name of registrant(s) is (are) ISMAEL DIAZ LOPEZ. This Business is conducted by: AN INDIVIDUAL. Signed: ISMAEL DIAZ LOPEZ OWNER. bbox=[917, 703, 1135, 770]
legal-notice bbox=[917, 577, 1135, 676]
notice-body: The following person(s) is (are) doing business as: LA AUTO REPAIR, 939 GOODRICH BLVD, COMMERCE, CA 90022. Full name of registrant(s) is (are) RAUL ROMO MARTINEZ, 939 GOODRICH BLVD, COMMERCE, CA 90022. bbox=[1144, 1211, 1362, 1267]
notice-pub-dates: Dates Pub: FEB 10, 17, 24, March 2, 2024 bbox=[235, 1031, 405, 1043]
